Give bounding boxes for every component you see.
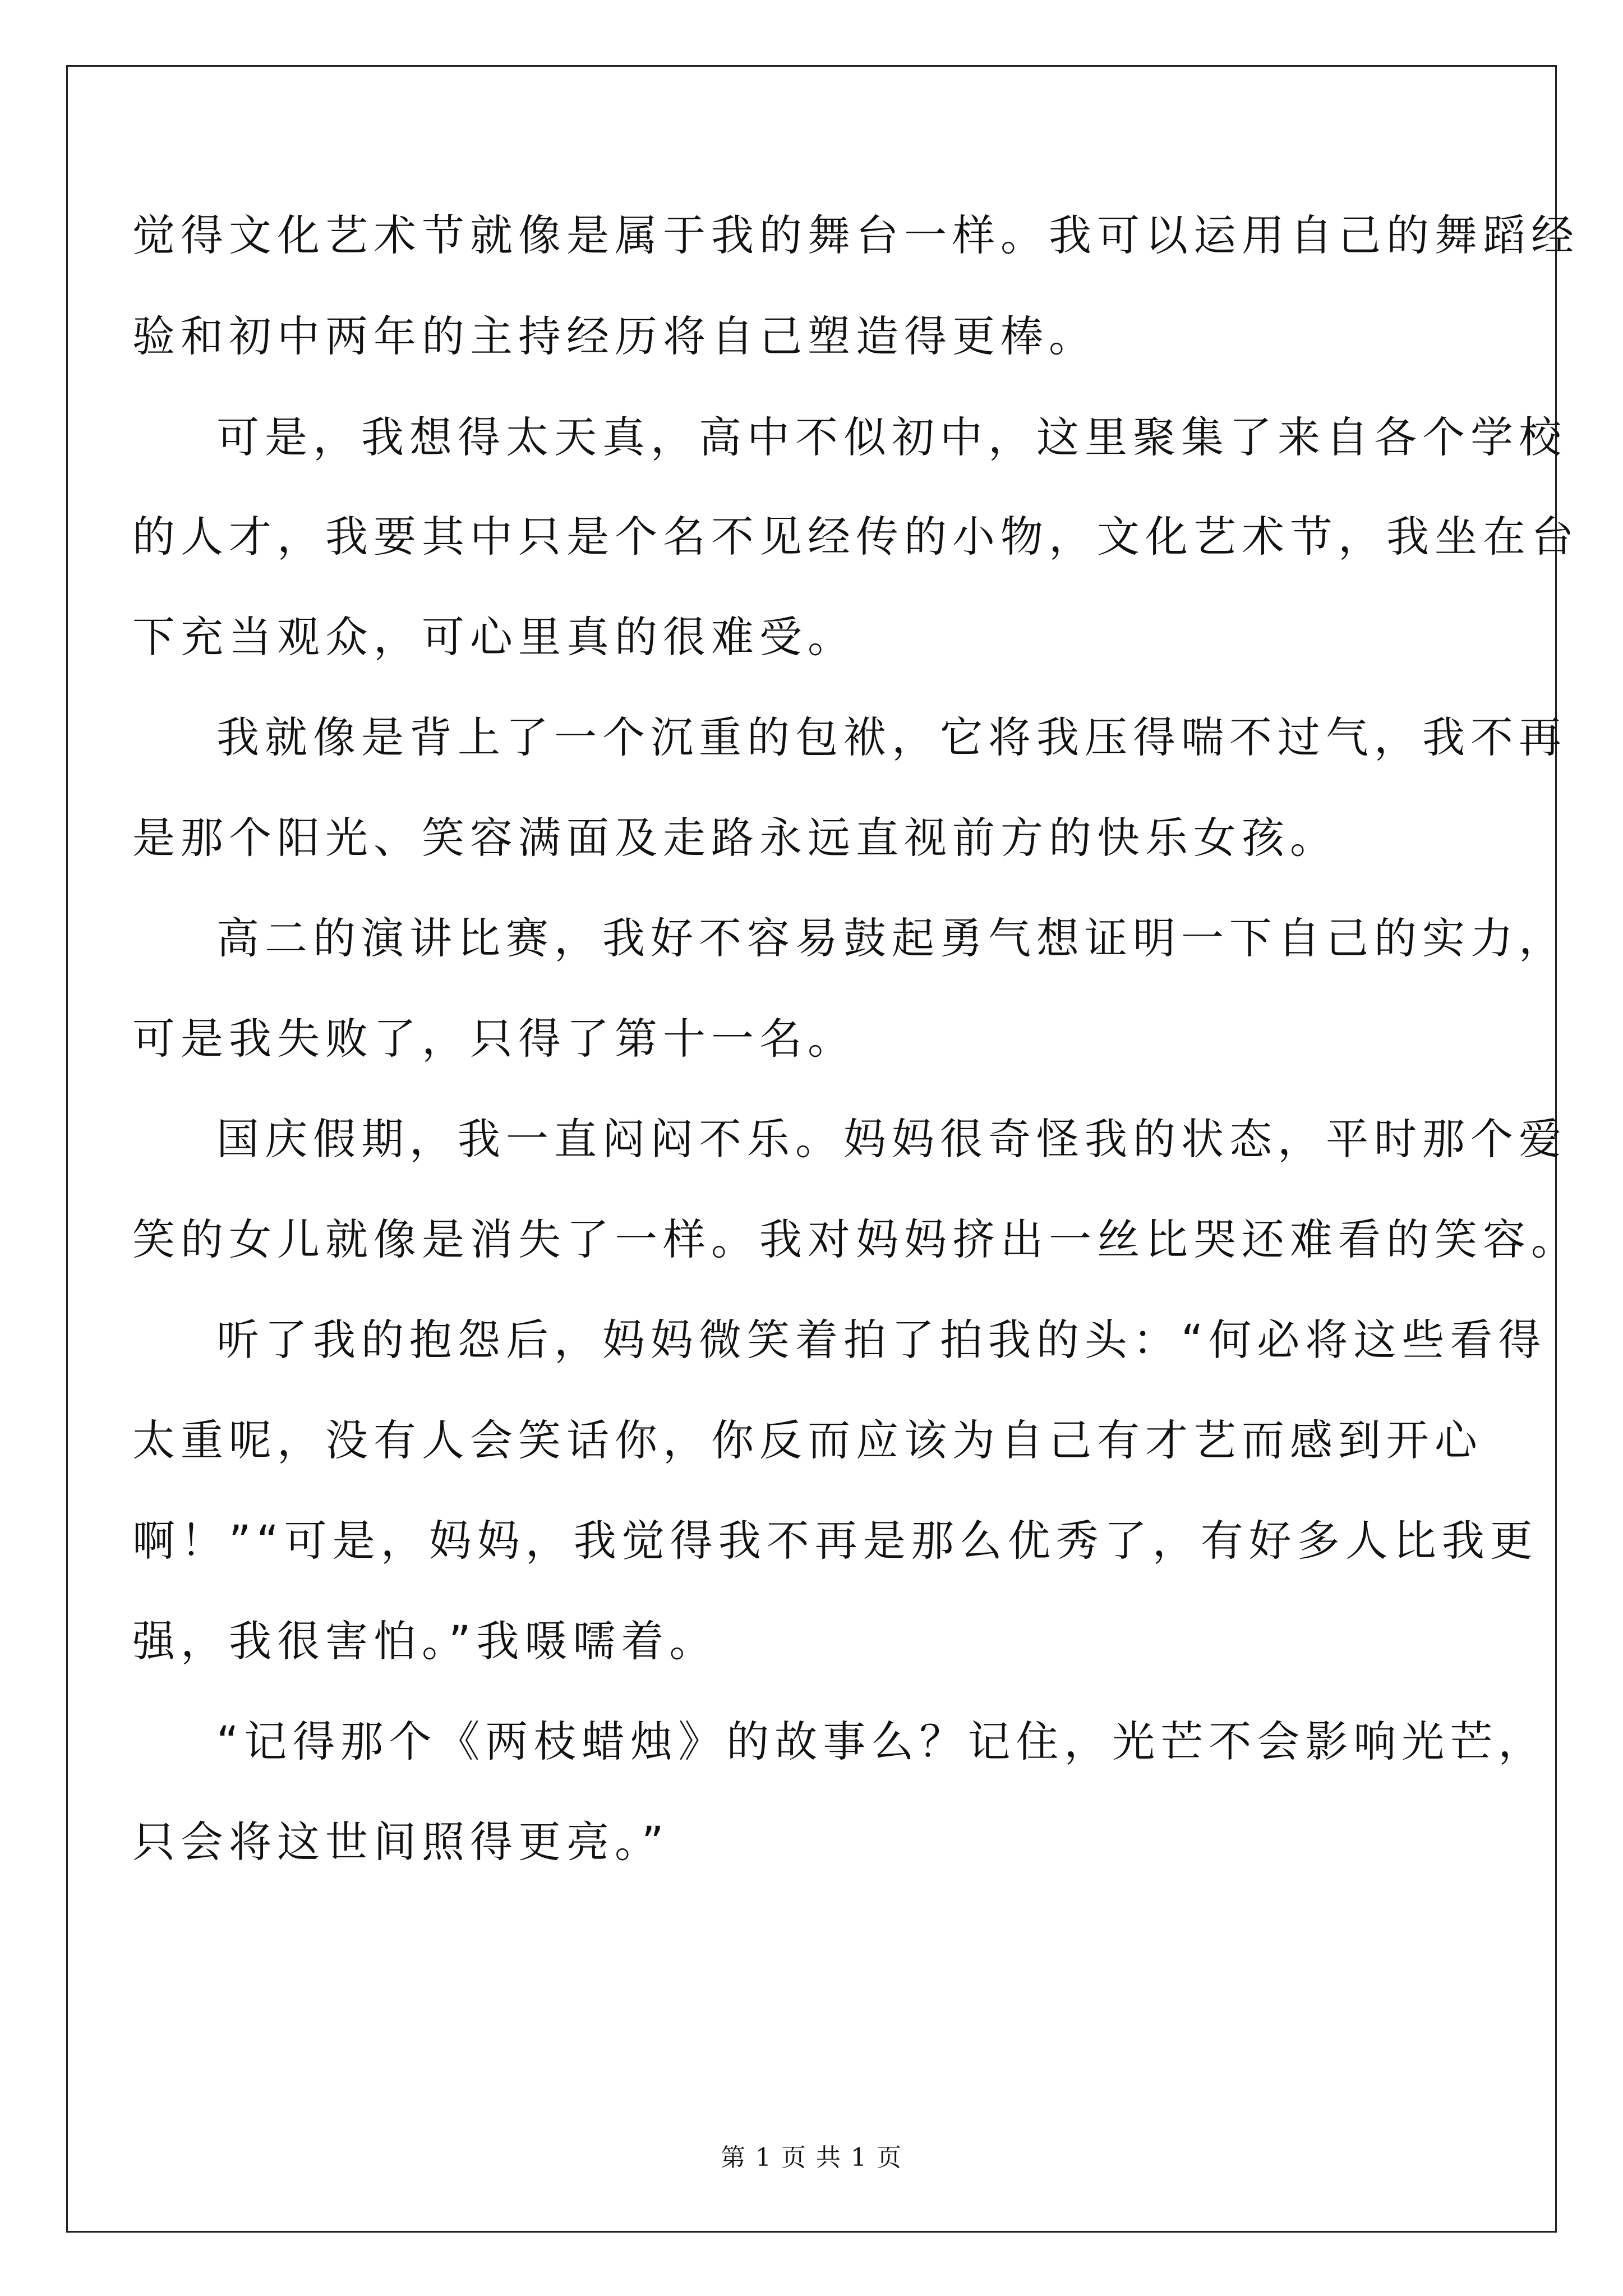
text-line: 是那个阳光、笑容满面及走路永远直视前方的快乐女孩。: [132, 813, 1338, 863]
text-line: 验和初中两年的主持经历将自己塑造得更棒。: [132, 311, 1097, 361]
page-number: 第 1 页 共 1 页: [721, 2143, 902, 2172]
text-line: 的人才，我要其中只是个名不见经传的小物，文化艺术节，我坐在台: [132, 512, 1579, 562]
text-line: 笑的女儿就像是消失了一样。我对妈妈挤出一丝比哭还难看的笑容。: [132, 1214, 1579, 1264]
text-line: 可是我失败了，只得了第十一名。: [132, 1014, 856, 1064]
text-line: 高二的演讲比赛，我好不容易鼓起勇气想证明一下自己的实力，: [216, 913, 1567, 963]
text-line: 我就像是背上了一个沉重的包袱，它将我压得喘不过气，我不再: [216, 712, 1567, 762]
text-line: 听了我的抱怨后，妈妈微笑着拍了拍我的头：“何必将这些看得: [216, 1315, 1547, 1365]
text-line: 下充当观众，可心里真的很难受。: [132, 612, 856, 662]
text-line: 强，我很害怕。”我嗫嚅着。: [132, 1616, 718, 1666]
text-line: 国庆假期，我一直闷闷不乐。妈妈很奇怪我的状态，平时那个爱: [216, 1114, 1567, 1164]
text-line: 只会将这世间照得更亮。”: [132, 1817, 670, 1867]
text-line: 觉得文化艺术节就像是属于我的舞台一样。我可以运用自己的舞蹈经: [132, 210, 1579, 260]
text-line: 太重呢，没有人会笑话你，你反而应该为自己有才艺而感到开心: [132, 1415, 1483, 1465]
text-line: 可是，我想得太天真，高中不似初中，这里聚集了来自各个学校: [216, 412, 1567, 462]
text-line: “记得那个《两枝蜡烛》的故事么？记住，光芒不会影响光芒，: [216, 1717, 1547, 1766]
text-line: 啊！”“可是，妈妈，我觉得我不再是那么优秀了，有好多人比我更: [132, 1516, 1538, 1566]
